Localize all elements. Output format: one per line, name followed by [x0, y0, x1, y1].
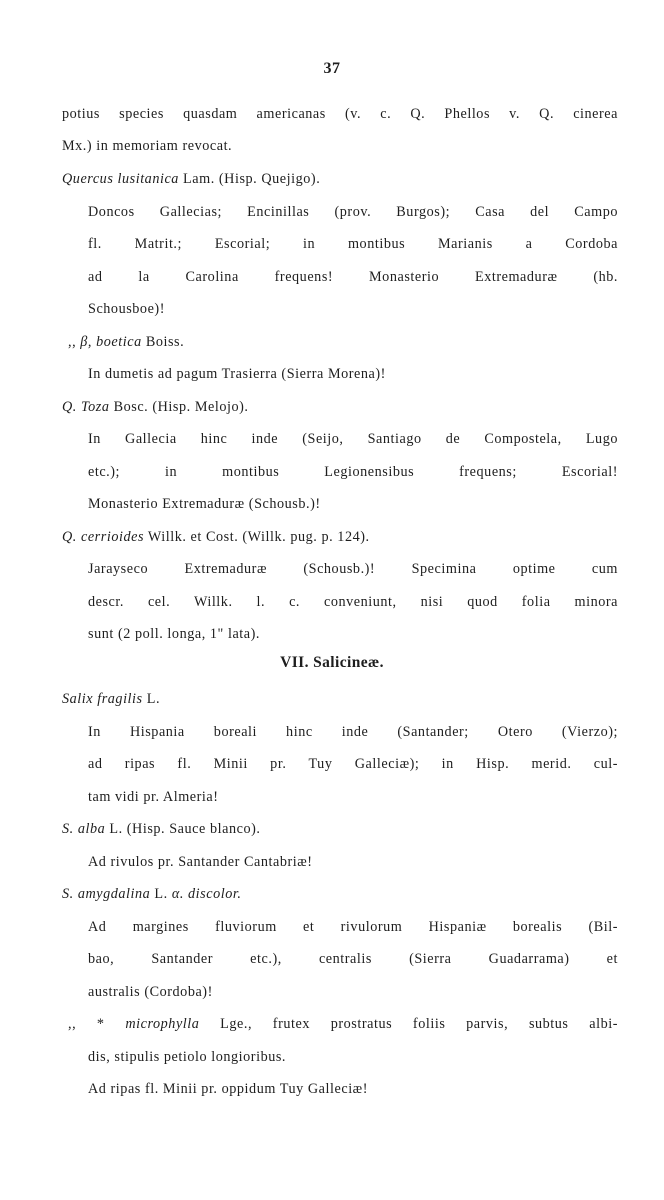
text-line: Ad ripas fl. Minii pr. oppidum Tuy Galleciæ! [88, 1081, 368, 1097]
ditto-mark: ,, * [68, 1016, 126, 1032]
text-line: In dumetis ad pagum Trasierra (Sierra Morena)! [88, 366, 386, 382]
ditto-mark: ,, [68, 334, 81, 350]
text-line: australis (Cordoba)! [88, 984, 213, 1000]
page-number: 37 [323, 60, 341, 77]
text-line: Doncos Gallecias; Encinillas (prov. Burgos); Casa del Campo [88, 204, 618, 220]
text-line: In Gallecia hinc inde (Seijo, Santiago de Compostela, Lugo [88, 431, 618, 447]
variety-description: Lge., frutex prostratus foliis parvis, subtus albi- [199, 1016, 618, 1032]
text-line: dis, stipulis petiolo longioribus. [88, 1049, 287, 1065]
variety-entry [68, 335, 184, 349]
text-line: In Hispania boreali hinc inde (Santander; Otero (Vierzo); [88, 724, 618, 740]
variety-entry [68, 1017, 618, 1031]
species-authority: L. [142, 691, 161, 707]
species-authority: L. [150, 886, 172, 902]
species-name: S. alba [62, 821, 106, 837]
species-entry [62, 530, 370, 544]
text-line: bao, Santander etc.), centralis (Sierra Guadarrama) et [88, 951, 618, 967]
text-line: Schousboe)! [88, 301, 165, 317]
variety-name: α. discolor. [171, 886, 242, 902]
text-line: fl. Matrit.; Escorial; in montibus Marianis a Cordoba [88, 236, 618, 252]
text-line: tam vidi pr. Almeria! [88, 789, 219, 805]
text-line: Ad rivulos pr. Santander Cantabriæ! [88, 854, 313, 870]
text-line: descr. cel. Willk. l. c. conveniunt, nisi quod folia minora [88, 594, 618, 610]
text-line: potius species quasdam americanas (v. c. Q. Phellos v. Q. cinerea [62, 106, 618, 122]
species-authority: Lam. (Hisp. Quejigo). [178, 171, 321, 187]
species-entry [62, 822, 260, 836]
text-line: etc.); in montibus Legionensibus frequens; Escorial! [88, 464, 618, 480]
species-name: Q. cerrioides [62, 529, 145, 545]
species-authority: L. (Hisp. Sauce blanco). [105, 821, 261, 837]
species-authority: Willk. et Cost. (Willk. pug. p. 124). [144, 529, 370, 545]
species-entry [62, 172, 320, 186]
text-line: ad la Carolina frequens! Monasterio Extremaduræ (hb. [88, 269, 618, 285]
species-entry [62, 887, 241, 901]
species-entry [62, 400, 249, 414]
text-line: Ad margines fluviorum et rivulorum Hispaniæ borealis (Bil- [88, 919, 618, 935]
variety-name: microphylla [125, 1016, 200, 1032]
species-name: Salix fragilis [62, 691, 143, 707]
species-authority: Bosc. (Hisp. Melojo). [109, 399, 249, 415]
species-name: Q. Toza [62, 399, 110, 415]
text-line: Jarayseco Extremaduræ (Schousb.)! Specimina optime cum [88, 561, 618, 577]
species-name: S. amygdalina [62, 886, 151, 902]
text-line: Mx.) in memoriam revocat. [62, 138, 233, 154]
species-entry [62, 692, 160, 706]
text-line: Monasterio Extremaduræ (Schousb.)! [88, 496, 321, 512]
variety-authority: Boiss. [141, 334, 185, 350]
variety-name: β, boetica [80, 334, 142, 350]
section-heading: VII. Salicineæ. [280, 654, 384, 671]
text-line: ad ripas fl. Minii pr. Tuy Galleciæ); in Hisp. merid. cul- [88, 756, 618, 772]
species-name: Quercus lusitanica [62, 171, 179, 187]
text-line: sunt (2 poll. longa, 1" lata). [88, 626, 261, 642]
